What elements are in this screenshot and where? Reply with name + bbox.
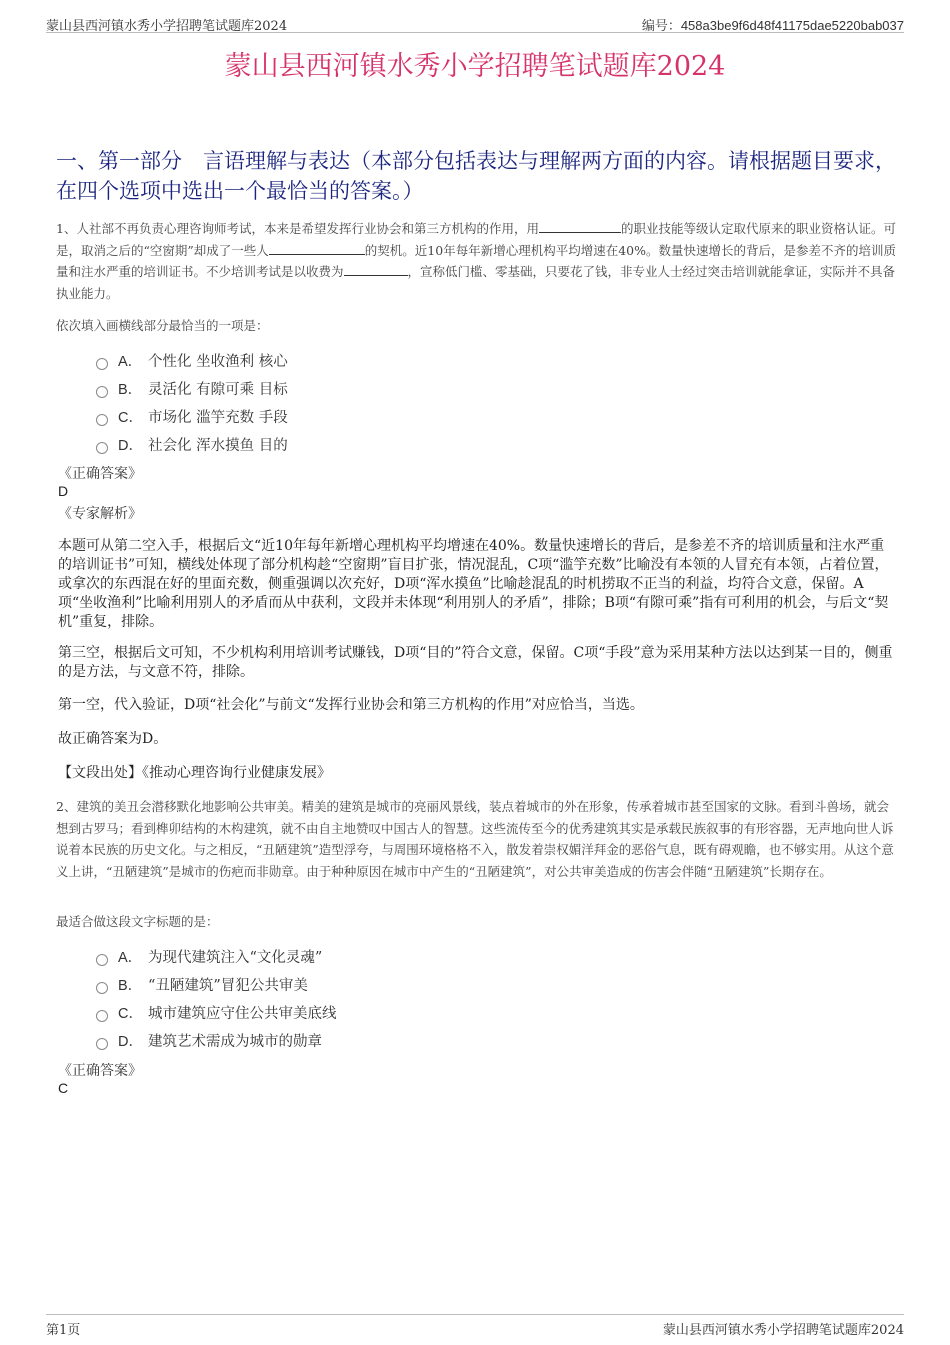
- question-2-prompt: 最适合做这段文字标题的是：: [56, 914, 219, 929]
- option-c[interactable]: [96, 998, 337, 1026]
- q1-text-part-4: ，宣称低门槛、零基础，只要花了钱，非专业人士经过突击培训就能拿证，实际并不具备执业能力。: [56, 264, 896, 301]
- option-text: 建筑艺术需成为城市的勋章: [148, 1033, 322, 1050]
- page-header: [46, 12, 904, 33]
- option-letter: D．: [118, 437, 143, 454]
- header-id-value: 458a3be9f6d48f41175dae5220bab037: [680, 18, 904, 33]
- answer-blank: [269, 241, 365, 255]
- analysis-paragraph: 第一空，代入验证，D项“社会化”与前文“发挥行业协会和第三方机构的作用”对应恰当，当选。: [58, 697, 644, 713]
- option-c[interactable]: [96, 402, 288, 430]
- header-doc-title: 蒙山县西河镇水秀小学招聘笔试题库2024: [46, 19, 288, 34]
- analysis-paragraph: 第三空，根据后文可知，不少机构利用培训考试赚钱，D项“目的”符合文意，保留。C项“手段”意为采用某种方法以达到某一目的，侧重的是方法，与文意不符，排除。: [58, 645, 893, 680]
- question-2-options: [96, 942, 337, 1054]
- q1-text-part-1: 1、人社部不再负责心理咨询师考试，本来是希望发挥行业协会和第三方机构的作用，用: [56, 221, 539, 236]
- correct-answer-value: D: [58, 483, 69, 499]
- radio-button[interactable]: [96, 386, 108, 398]
- question-2-text: 2、建筑的美丑会潜移默化地影响公共审美。精美的建筑是城市的亮丽风景线，装点着城市的外在形象，传承着城市甚至国家的文脉。看到斗兽场，就会想到古罗马；看到榫卯结构的木构建筑，就不由自主地赞叹中国古人的智慧。这些流传至今的优秀建筑其实是承载民族叙事的有形容器，无声地向世人诉说着本民族的历史文化。与之相反，“丑陋建筑”造型浮夸，与周围环境格格不入，散发着崇权媚洋拜金的恶俗气息，既有碍观瞻，也不够实用。从这个意义上讲，“丑陋建筑”是城市的伤疤而非勋章。由于种种原因在城市中产生的“丑陋建筑”，对公共审美造成的伤害会伴随“丑陋建筑”长期存在。: [56, 799, 894, 879]
- analysis-conclusion: 故正确答案为D。: [58, 731, 168, 747]
- radio-button[interactable]: [96, 414, 108, 426]
- option-letter: A．: [118, 949, 143, 966]
- q1-text-part-2: 的职业技能等级认定取代原来的职业资格认证。可是，取消之后的“空窗期”却成了一些人: [56, 221, 896, 258]
- expert-analysis-label: 《专家解析》: [58, 506, 142, 522]
- option-text: 社会化 浑水摸鱼 目的: [148, 437, 288, 454]
- option-b[interactable]: [96, 374, 288, 402]
- question-1-prompt: 依次填入画横线部分最恰当的一项是：: [56, 318, 269, 333]
- option-letter: C．: [118, 409, 143, 426]
- page-footer: [46, 1314, 904, 1337]
- radio-button[interactable]: [96, 982, 108, 994]
- option-letter: D．: [118, 1033, 143, 1050]
- radio-button[interactable]: [96, 358, 108, 370]
- page-title: 蒙山县西河镇水秀小学招聘笔试题库2024: [224, 51, 726, 82]
- option-d[interactable]: [96, 1026, 337, 1054]
- option-letter: B．: [118, 381, 143, 398]
- option-text: 市场化 滥竽充数 手段: [148, 409, 288, 426]
- section-heading: 一、第一部分 言语理解与表达（本部分包括表达与理解两方面的内容。请根据题目要求，在四个选项中选出一个最恰当的答案。）: [56, 149, 896, 203]
- header-id-label: 编号：: [641, 19, 681, 34]
- answer-blank: [344, 262, 408, 276]
- option-text: 灵活化 有隙可乘 目标: [148, 381, 288, 398]
- answer-blank: [539, 219, 621, 233]
- option-a[interactable]: [96, 346, 288, 374]
- option-text: 城市建筑应守住公共审美底线: [148, 1005, 337, 1022]
- correct-answer-label: 《正确答案》: [58, 466, 142, 482]
- option-b[interactable]: [96, 970, 337, 998]
- option-text: 为现代建筑注入“文化灵魂”: [148, 949, 323, 966]
- option-d[interactable]: [96, 430, 288, 458]
- header-doc-id: [642, 15, 904, 34]
- option-a[interactable]: [96, 942, 337, 970]
- option-text: 个性化 坐收渔利 核心: [148, 353, 288, 370]
- option-letter: C．: [118, 1005, 143, 1022]
- question-1-text: [56, 218, 896, 304]
- radio-button[interactable]: [96, 1038, 108, 1050]
- radio-button[interactable]: [96, 442, 108, 454]
- option-letter: A．: [118, 353, 143, 370]
- text-source: 【文段出处】《推动心理咨询行业健康发展》: [58, 765, 331, 781]
- correct-answer-label: 《正确答案》: [58, 1063, 142, 1079]
- page-number: 第1页: [46, 1323, 81, 1338]
- option-letter: B．: [118, 977, 143, 994]
- option-text: “丑陋建筑”冒犯公共审美: [148, 977, 308, 994]
- correct-answer-value: C: [58, 1080, 69, 1096]
- analysis-paragraph: 本题可从第二空入手，根据后文“近10年每年新增心理机构平均增速在40%。数量快速增长的背后，是参差不齐的培训质量和注水严重的培训证书”可知，横线处体现了部分机构趁“空窗期”盲目扩张，情况混乱，C项“滥竽充数”比喻没有本领的人冒充有本领，占着位置，或拿次的东西混在好的里面充数，侧重强调以次充好，D项“浑水摸鱼”比喻趁混乱的时机捞取不正当的利益，均符合文意，保留。A项“坐收渔利”比喻利用别人的矛盾而从中获利，文段并未体现“利用别人的矛盾”，排除；B项“有隙可乘”指有可利用的机会，与后文“契机”重复，排除。: [58, 538, 889, 630]
- q1-text-part-3: 的契机。近10年每年新增心理机构平均增速在40%。数量快速增长的背后，是参差不齐的培训质量和注水严重的培训证书。不少培训考试是以收费为: [56, 242, 896, 279]
- radio-button[interactable]: [96, 1010, 108, 1022]
- footer-doc-title: 蒙山县西河镇水秀小学招聘笔试题库2024: [662, 1323, 904, 1338]
- radio-button[interactable]: [96, 954, 108, 966]
- question-1-options: [96, 346, 288, 458]
